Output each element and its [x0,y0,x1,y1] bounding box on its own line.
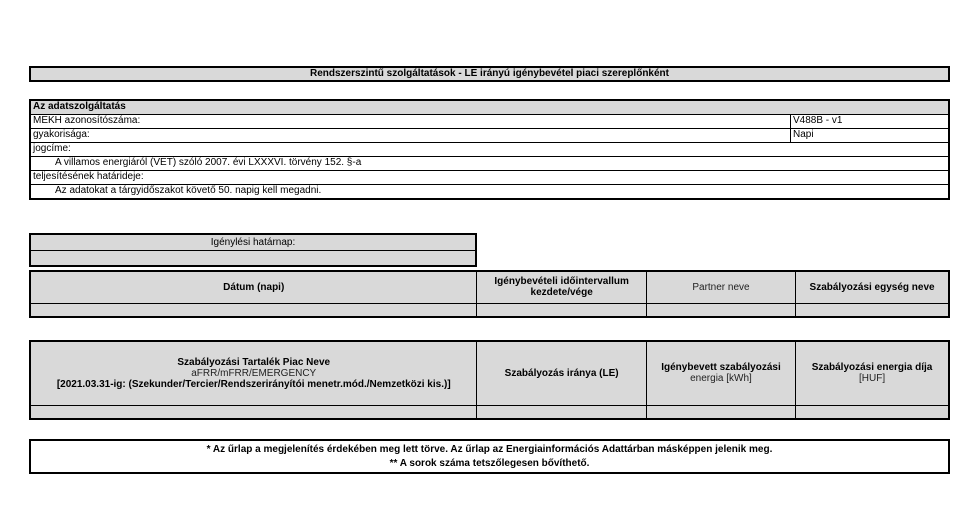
partner-cell[interactable] [646,303,795,317]
info-row-id [31,115,948,129]
info-header-label: Az adatszolgáltatás [33,101,126,112]
table-row [30,405,949,419]
request-deadline-box [29,233,477,267]
fee-header-title: Szabályozási energia díja [811,362,933,374]
request-deadline-label: Igénylési határnap: [30,234,476,250]
legal-basis-label: jogcíme: [33,143,71,154]
fee-cell[interactable] [796,405,949,419]
frequency-value: Napi [790,129,948,142]
col-interval-header: Igénybevételi időintervallum kezdete/vége [477,271,646,303]
interval-cell[interactable] [477,303,646,317]
col-market-header [30,341,477,405]
col-date-header: Dátum (napi) [30,271,477,303]
usage-table [29,270,950,318]
deadline-label: teljesítésének határideje: [33,171,144,182]
energy-header-title: Igénybevett szabályozási [661,362,781,374]
energy-cell[interactable] [646,405,795,419]
market-cell[interactable] [30,405,477,419]
reserve-market-table [29,340,950,420]
info-header [31,101,948,115]
direction-cell[interactable] [477,405,646,419]
request-deadline-input[interactable] [30,250,476,266]
fee-header-unit: [HUF] [859,373,886,385]
footnote-box [29,439,950,474]
frequency-label: gyakorisága: [33,129,90,140]
footnote-line-2: ** A sorok száma tetszőlegesen bővíthető. [389,458,590,469]
footnote-line-1: * Az űrlap a megjelenítés érdekében meg lett törve. Az űrlap az Energiainformációs Adattárban másképpen jelenik meg. [206,444,773,455]
col-energy-header [646,341,795,405]
mekh-id-value: V488B - v1 [790,115,948,128]
data-service-info [29,99,950,200]
col-fee-header [796,341,949,405]
info-row-legal-basis [31,143,948,157]
col-direction-header: Szabályozás iránya (LE) [477,341,646,405]
unit-cell[interactable] [796,303,949,317]
market-header-title: Szabályozási Tartalék Piac Neve [177,356,331,368]
market-header-legacy: [2021.03.31-ig: (Szekunder/Tercier/Rendszerirányítói menetr.mód./Nemzetközi kis.)] [56,378,451,390]
col-unit-header: Szabályozási egység neve [796,271,949,303]
info-row-deadline [31,171,948,185]
form-title: Rendszerszintű szolgáltatások - LE irányú igénybevétel piaci szereplőnként [29,66,950,82]
col-partner-header: Partner neve [646,271,795,303]
table-row [30,303,949,317]
energy-header-unit: energia [kWh] [690,373,752,385]
date-cell[interactable] [30,303,477,317]
legal-basis-text: A villamos energiáról (VET) szóló 2007. évi LXXXVI. törvény 152. §-a [55,157,362,168]
info-row-deadline-text [31,185,948,198]
info-row-legal-basis-text [31,157,948,171]
mekh-id-label: MEKH azonosítószáma: [33,115,141,126]
market-header-values: aFRR/mFRR/EMERGENCY [191,367,317,379]
info-row-frequency [31,129,948,143]
deadline-text: Az adatokat a tárgyidőszakot követő 50. napig kell megadni. [55,185,322,196]
